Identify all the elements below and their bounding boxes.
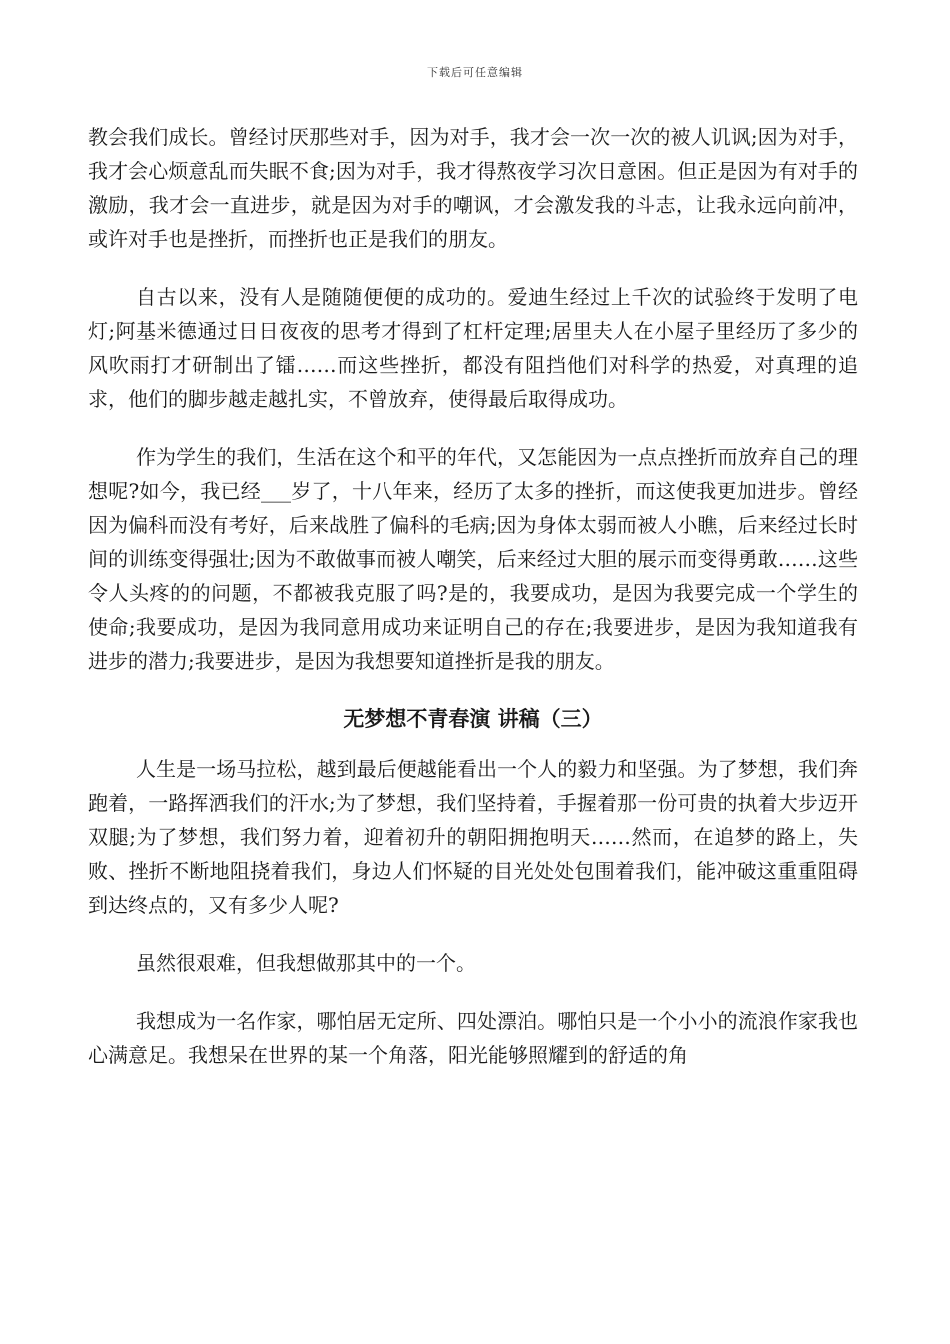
paragraph: 我想成为一名作家，哪怕居无定所、四处漂泊。哪怕只是一个小小的流浪作家我也心满意足。我想呆在世界的某一个角落，阳光能够照耀到的舒适的角: [88, 1009, 858, 1067]
paragraph: 人生是一场马拉松，越到最后便越能看出一个人的毅力和坚强。为了梦想，我们奔跑着，一路挥洒我们的汗水;为了梦想，我们坚持着，手握着那一份可贵的执着大步迈开双腿;为了梦想，我们努力着，迎着初升的朝阳拥抱明天……然而，在追梦的路上，失败、挫折不断地阻挠着我们，身边人们怀疑的目光处处包围着我们，能冲破这重重阻碍到达终点的，又有多少人呢?: [88, 757, 858, 917]
section-title: 无梦想不青春演 讲稿（三）: [343, 707, 603, 731]
paragraph: 虽然很艰难，但我想做那其中的一个。: [136, 951, 476, 975]
paragraph: 作为学生的我们，生活在这个和平的年代，又怎能因为一点点挫折而放弃自己的理想呢?如今，我已经___岁了，十八年来，经历了太多的挫折，而这使我更加进步。曾经因为偏科而没有考好，后来战胜了偏科的毛病;因为身体太弱而被人小瞧，后来经过长时间的训练变得强壮;因为不敢做事而被人嘲笑，后来经过大胆的展示而变得勇敢……这些令人头疼的的问题，不都被我克服了吗?是的，我要成功，是因为我要完成一个学生的使命;我要成功，是因为我同意用成功来证明自己的存在;我要进步，是因为我知道我有进步的潜力;我要进步，是因为我想要知道挫折是我的朋友。: [88, 445, 858, 673]
page-header-note: 下载后可任意编辑: [427, 66, 523, 79]
paragraph: 自古以来，没有人是随随便便的成功的。爱迪生经过上千次的试验终于发明了电灯;阿基米德通过日日夜夜的思考才得到了杠杆定理;居里夫人在小屋子里经历了多少的风吹雨打才研制出了镭……而这些挫折，都没有阻挡他们对科学的热爱，对真理的追求，他们的脚步越走越扎实，不曾放弃，使得最后取得成功。: [88, 285, 858, 411]
paragraph: 教会我们成长。曾经讨厌那些对手，因为对手，我才会一次一次的被人讥讽;因为对手，我才会心烦意乱而失眠不食;因为对手，我才得熬夜学习次日意困。但正是因为有对手的激励，我才会一直进步，就是因为对手的嘲讽，才会激发我的斗志，让我永远向前冲，或许对手也是挫折，而挫折也正是我们的朋友。: [88, 125, 858, 251]
document-body: [88, 120, 858, 1096]
